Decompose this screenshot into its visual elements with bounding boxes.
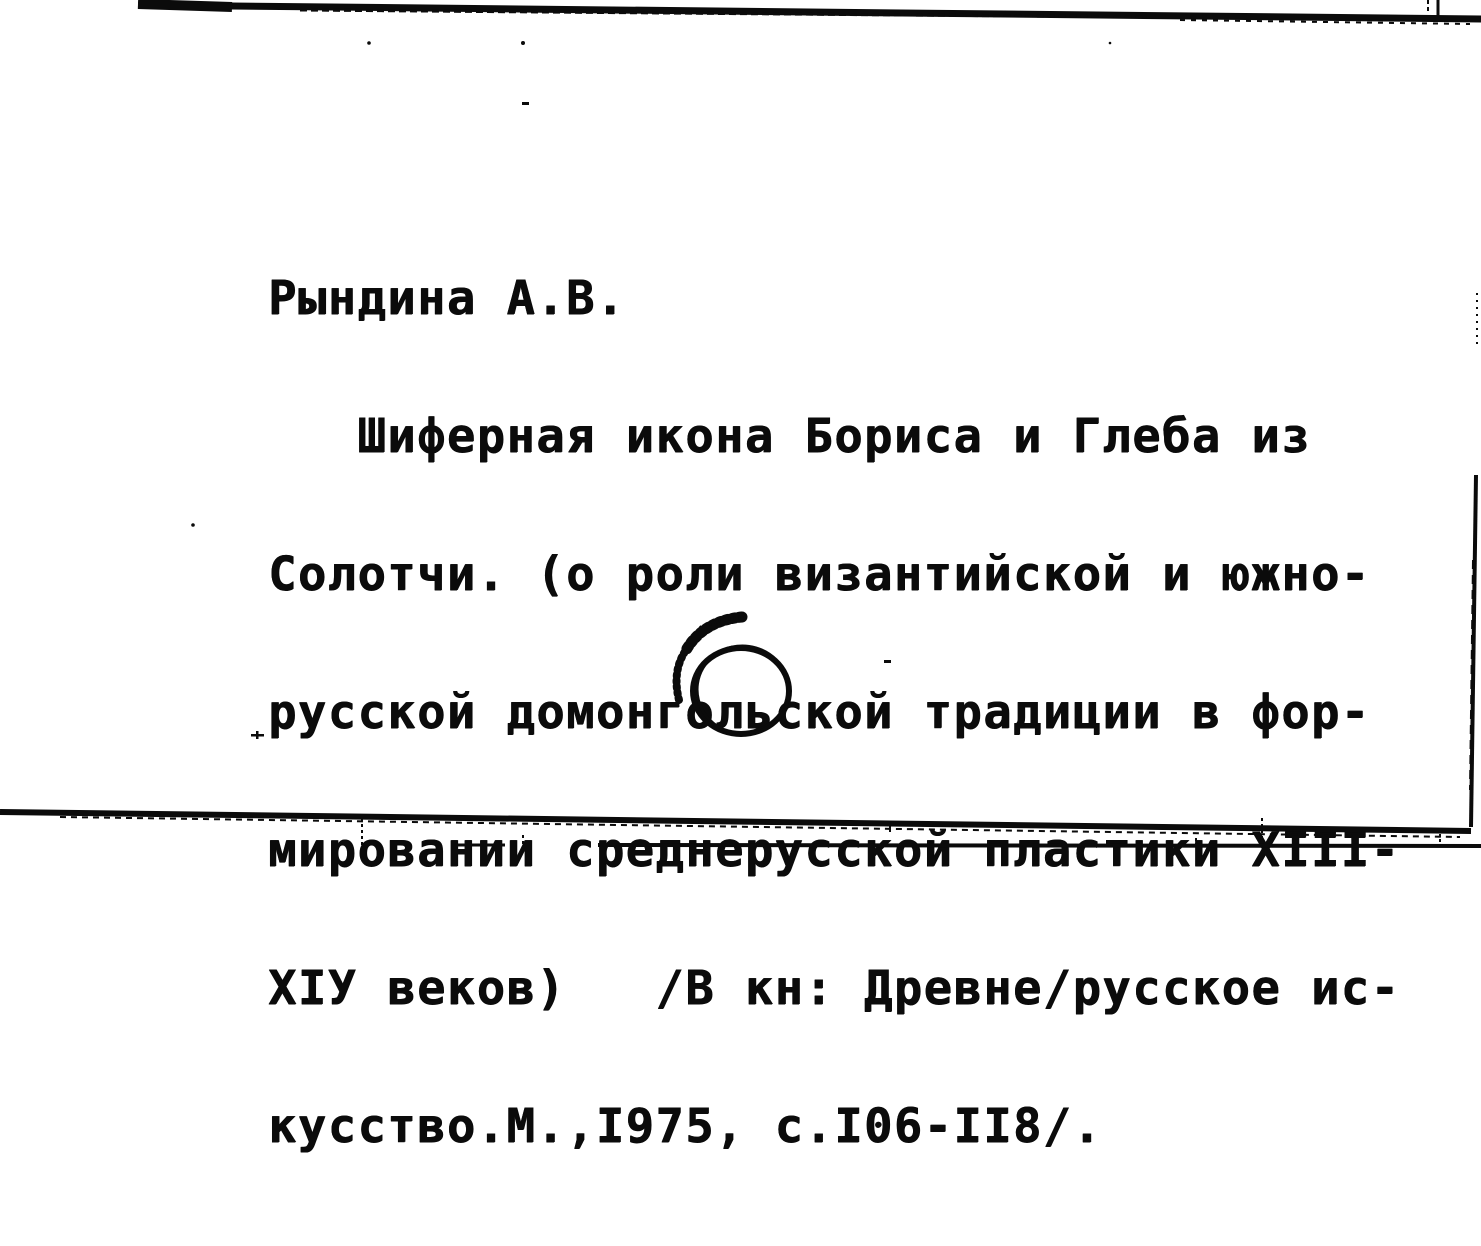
card-line: Солотчи. (о роли византийской и южно- <box>268 547 1371 602</box>
card-text-block <box>268 184 1400 1242</box>
card-line: русской домонгольской традиции в фор- <box>268 685 1371 740</box>
card-top-ticks <box>1428 0 1438 17</box>
card-top-edge <box>138 4 1481 24</box>
card-line: Шиферная икона Бориса и Глеба из <box>268 409 1311 464</box>
card-line-citation: кусство.М.,I975, с.I06-II8/. <box>268 1099 1103 1154</box>
card-line: ХIУ веков) /В кн: Древне/русское ис- <box>268 961 1401 1016</box>
card-line-author: Рындина А.В. <box>268 271 626 326</box>
card-line: мировании среднерусской пластики XIII- <box>268 823 1401 878</box>
card-right-edge <box>1470 293 1477 827</box>
